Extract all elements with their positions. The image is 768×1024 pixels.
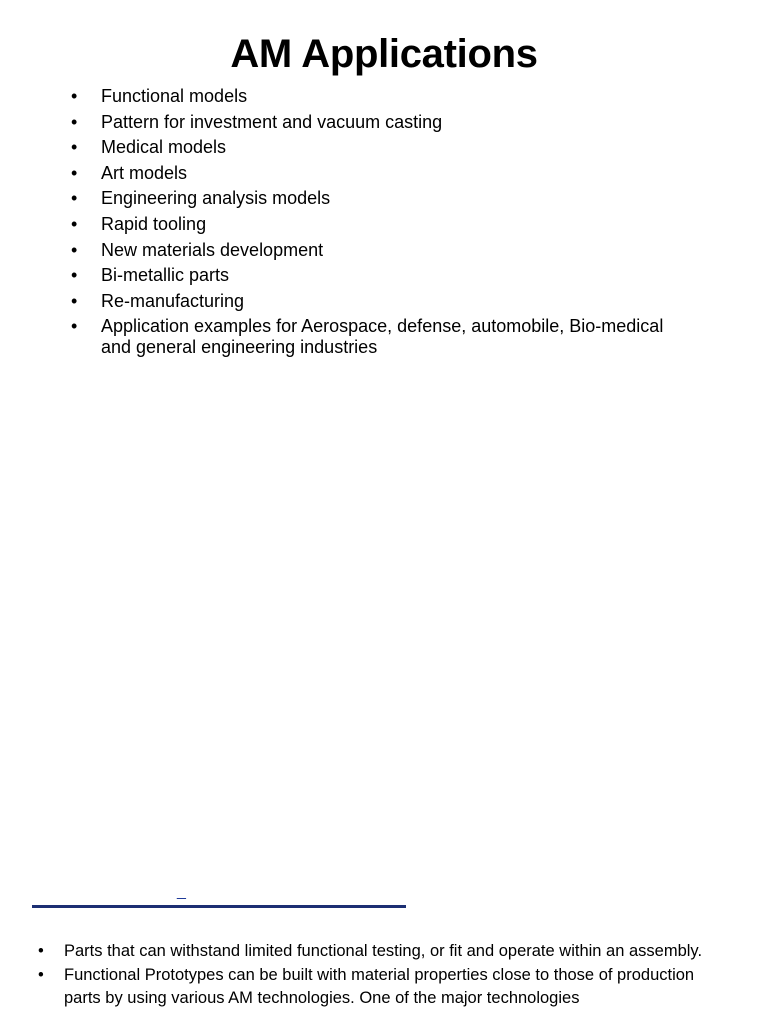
- list-item: [70, 240, 670, 261]
- bullet-icon: •: [71, 86, 78, 106]
- slide-title: AM Applications: [230, 32, 538, 76]
- note-item-text: Parts that can withstand limited functional testing, or fit and operate within an assembly.: [64, 942, 703, 960]
- list-item-text: Engineering analysis models: [101, 188, 331, 209]
- list-item: [70, 86, 670, 107]
- list-item: [70, 188, 670, 209]
- note-item: [37, 964, 727, 1010]
- notes-list: [37, 940, 727, 1011]
- bullet-icon: •: [71, 111, 78, 132]
- list-item-text: New materials development: [101, 239, 324, 260]
- list-item: [70, 163, 670, 184]
- list-item-text: Bi-metallic parts: [101, 265, 230, 286]
- list-item-text: Pattern for investment and vacuum casting: [101, 111, 443, 132]
- bullet-icon: •: [38, 966, 44, 984]
- applications-list: [70, 86, 670, 363]
- list-item-text: Re-manufacturing: [101, 290, 245, 311]
- bullet-icon: •: [71, 316, 78, 337]
- divider-line: [32, 905, 406, 908]
- bullet-icon: •: [71, 213, 78, 234]
- bullet-icon: •: [38, 942, 44, 960]
- list-item-text: Functional models: [101, 86, 248, 106]
- list-item: [70, 214, 670, 235]
- bullet-icon: •: [71, 137, 78, 158]
- bullet-icon: •: [71, 290, 78, 311]
- note-item: [37, 940, 727, 963]
- bullet-icon: •: [71, 265, 78, 286]
- bullet-icon: •: [71, 239, 78, 260]
- list-item: [70, 316, 670, 358]
- link-underscore[interactable]: _: [177, 883, 186, 900]
- list-item-text: Art models: [101, 162, 188, 183]
- bullet-icon: •: [71, 162, 78, 183]
- list-item-text: Rapid tooling: [101, 213, 207, 234]
- list-item-text: Medical models: [101, 137, 227, 158]
- list-item: [70, 112, 670, 133]
- list-item: [70, 265, 670, 286]
- note-item-text: Functional Prototypes can be built with material properties close to those of production parts by using various AM technologies. One of the major technologies: [64, 966, 695, 1007]
- bullet-icon: •: [71, 188, 78, 209]
- list-item: [70, 137, 670, 158]
- list-item: [70, 291, 670, 312]
- list-item-text: Application examples for Aerospace, defense, automobile, Bio-medical and general engineering industries: [101, 316, 664, 358]
